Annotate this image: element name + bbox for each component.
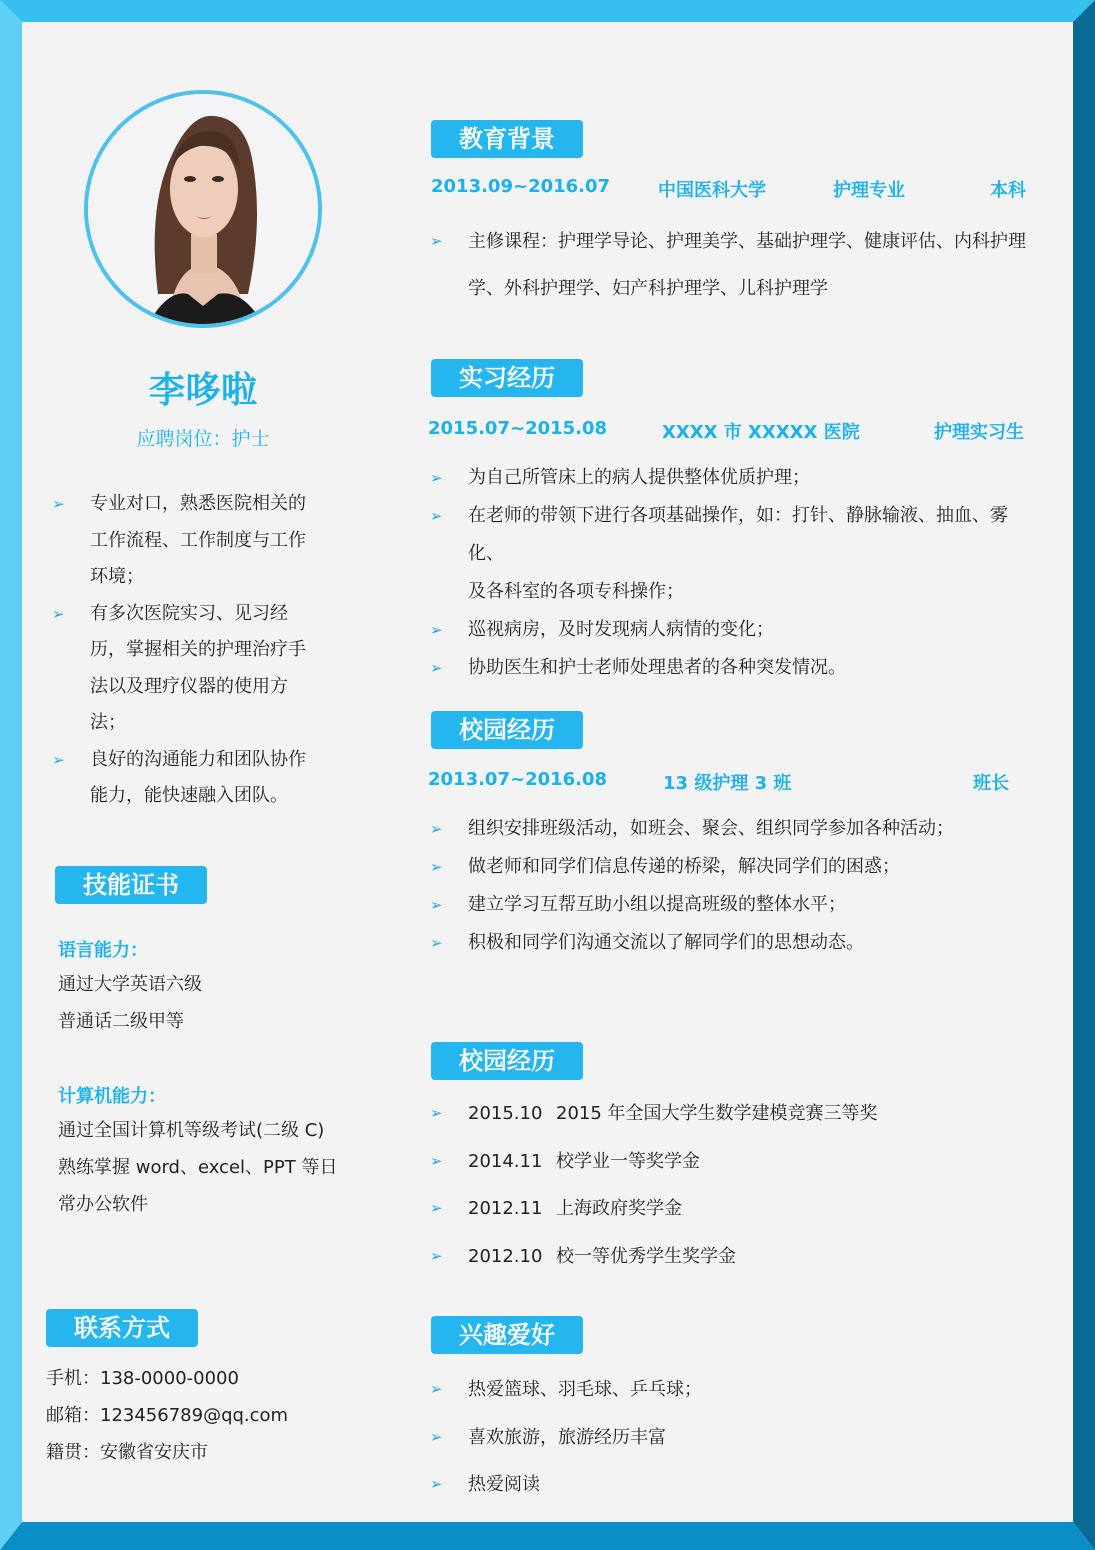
computer-skill-item: 常办公软件: [58, 1194, 148, 1215]
list-item-text: 热爱阅读: [468, 1474, 540, 1495]
list-item: [430, 497, 1042, 611]
list-item-text: 有多次医院实习、见习经历，掌握相关的护理治疗手法以及理疗仪器的使用方法；: [90, 602, 306, 733]
list-item: [430, 810, 1042, 848]
courses-line: 主修课程：护理学导论、护理美学、基础护理学、健康评估、内科护理: [468, 231, 1026, 252]
language-skill-item: 普通话二级甲等: [58, 1011, 184, 1032]
arrow-bullet-icon: ➢: [430, 232, 443, 250]
arrow-bullet-icon: ➢: [52, 495, 65, 513]
arrow-bullet-icon: ➢: [430, 507, 443, 525]
list-item-text: 为自己所管床上的病人提供整体优质护理；: [468, 467, 810, 488]
list-item: [430, 1185, 1042, 1233]
campus-role: 班长: [973, 773, 1009, 794]
campus-header: [428, 769, 1028, 799]
award-text: 校一等优秀学生奖学金: [556, 1245, 736, 1267]
list-item: [52, 742, 312, 815]
list-item-text: 建立学习互帮互助小组以提高班级的整体水平；: [468, 894, 846, 915]
contact-hometown: 籍贯：安徽省安庆市: [46, 1442, 208, 1463]
list-item: [52, 486, 312, 596]
list-item-text: 良好的沟通能力和团队协作能力，能快速融入团队。: [90, 748, 306, 806]
list-item: [430, 1233, 1042, 1281]
arrow-bullet-icon: ➢: [52, 750, 65, 769]
arrow-bullet-icon: ➢: [430, 1475, 443, 1493]
frame-bottom-border: [0, 1522, 1095, 1550]
campus-list: [430, 810, 1042, 962]
computer-skill-label: 计算机能力：: [58, 1086, 166, 1107]
contact-email: 邮箱：123456789@qq.com: [46, 1405, 289, 1426]
arrow-bullet-icon: ➢: [430, 820, 443, 838]
list-item-text: [468, 218, 1026, 312]
arrow-bullet-icon: ➢: [430, 1199, 443, 1217]
computer-skill-item: 通过全国计算机等级考试(二级 C): [58, 1120, 325, 1141]
list-item: [430, 848, 1042, 886]
awards-section-title: 校园经历: [431, 1042, 583, 1080]
profile-photo: [84, 90, 322, 328]
contact-list: [46, 1360, 288, 1471]
list-item: [430, 649, 1042, 687]
language-skill-list: [58, 966, 202, 1040]
list-item-line: 在老师的带领下进行各项基础操作，如：打针、静脉输液、抽血、雾化、: [468, 505, 1008, 564]
frame-top-border: [0, 0, 1095, 22]
courses-line: 学、外科护理学、妇产科护理学、儿科护理学: [468, 278, 828, 299]
internship-role: 护理实习生: [934, 422, 1024, 443]
language-skill-label: 语言能力：: [58, 940, 148, 961]
list-item-line: 及各科室的各项专科操作；: [468, 581, 684, 602]
arrow-bullet-icon: ➢: [430, 1427, 443, 1446]
contact-section-title: 联系方式: [46, 1309, 198, 1347]
education-section-title: 教育背景: [431, 120, 583, 158]
arrow-bullet-icon: ➢: [430, 858, 443, 876]
computer-skill-item: 熟练掌握 word、excel、PPT 等日: [58, 1157, 338, 1178]
list-item-text: [468, 497, 1042, 611]
internship-period: 2015.07~2015.08: [428, 418, 608, 439]
frame-right-border: [1073, 0, 1095, 1550]
language-skill-item: 通过大学英语六级: [58, 974, 202, 995]
frame-left-border: [0, 0, 22, 1550]
education-major: 护理专业: [833, 180, 905, 201]
list-item: [430, 611, 1042, 649]
awards-list: [430, 1090, 1042, 1280]
arrow-bullet-icon: ➢: [430, 1246, 443, 1265]
list-item-text: 热爱篮球、羽毛球、乒乓球；: [468, 1379, 702, 1400]
education-school: 中国医科大学: [658, 180, 766, 201]
list-item-text: 协助医生和护士老师处理患者的各种突发情况。: [468, 657, 846, 678]
list-item-text: 喜欢旅游，旅游经历丰富: [468, 1426, 666, 1448]
award-date: 2014.11: [468, 1150, 543, 1172]
list-item-text: 专业对口，熟悉医院相关的工作流程、工作制度与工作环境；: [90, 493, 306, 587]
arrow-bullet-icon: ➢: [430, 1104, 443, 1122]
campus-section-title: 校园经历: [431, 711, 583, 749]
skills-section-title: 技能证书: [55, 866, 207, 904]
hobbies-list: [430, 1366, 1042, 1509]
list-item: [430, 1414, 1042, 1462]
campus-period: 2013.07~2016.08: [428, 769, 608, 790]
internship-list: [430, 459, 1042, 687]
list-item: [430, 886, 1042, 924]
list-item: [430, 1138, 1042, 1186]
arrow-bullet-icon: ➢: [430, 1380, 443, 1398]
internship-header: [428, 418, 1028, 448]
education-degree: 本科: [990, 180, 1026, 201]
arrow-bullet-icon: ➢: [430, 621, 443, 639]
list-item-text: 巡视病房，及时发现病人病情的变化；: [468, 619, 774, 640]
list-item-text: 积极和同学们沟通交流以了解同学们的思想动态。: [468, 932, 864, 953]
list-item: [430, 218, 1042, 312]
candidate-name: 李哆啦: [148, 370, 257, 411]
internship-place: XXXX 市 XXXXX 医院: [662, 422, 860, 443]
award-text: 上海政府奖学金: [556, 1198, 682, 1219]
arrow-bullet-icon: ➢: [52, 604, 65, 623]
list-item: [430, 1461, 1042, 1509]
arrow-bullet-icon: ➢: [430, 469, 443, 487]
list-item-text: 做老师和同学们信息传递的桥梁，解决同学们的困惑；: [468, 856, 900, 877]
award-date: 2015.10: [468, 1103, 543, 1124]
award-date: 2012.10: [468, 1245, 543, 1267]
list-item-text: 组织安排班级活动，如班会、聚会、组织同学参加各种活动；: [468, 818, 954, 839]
summary-list: [52, 486, 312, 815]
applied-position: 应聘岗位：护士: [136, 428, 270, 450]
education-period: 2013.09~2016.07: [431, 176, 611, 197]
list-item: [430, 459, 1042, 497]
education-details: [430, 218, 1042, 312]
contact-phone: 手机：138-0000-0000: [46, 1368, 239, 1389]
list-item: [430, 1090, 1042, 1138]
award-date: 2012.11: [468, 1198, 543, 1219]
hobbies-section-title: 兴趣爱好: [431, 1316, 583, 1354]
list-item: [430, 924, 1042, 962]
computer-skill-list: [58, 1112, 337, 1223]
campus-class: 13 级护理 3 班: [663, 773, 792, 794]
arrow-bullet-icon: ➢: [430, 934, 443, 952]
award-text: 2015 年全国大学生数学建模竞赛三等奖: [556, 1103, 878, 1124]
arrow-bullet-icon: ➢: [430, 659, 443, 677]
arrow-bullet-icon: ➢: [430, 1151, 443, 1170]
education-header: [428, 176, 1028, 206]
internship-section-title: 实习经历: [431, 359, 583, 397]
arrow-bullet-icon: ➢: [430, 896, 443, 914]
list-item: [52, 596, 312, 742]
list-item: [430, 1366, 1042, 1414]
award-text: 校学业一等奖学金: [556, 1150, 700, 1172]
